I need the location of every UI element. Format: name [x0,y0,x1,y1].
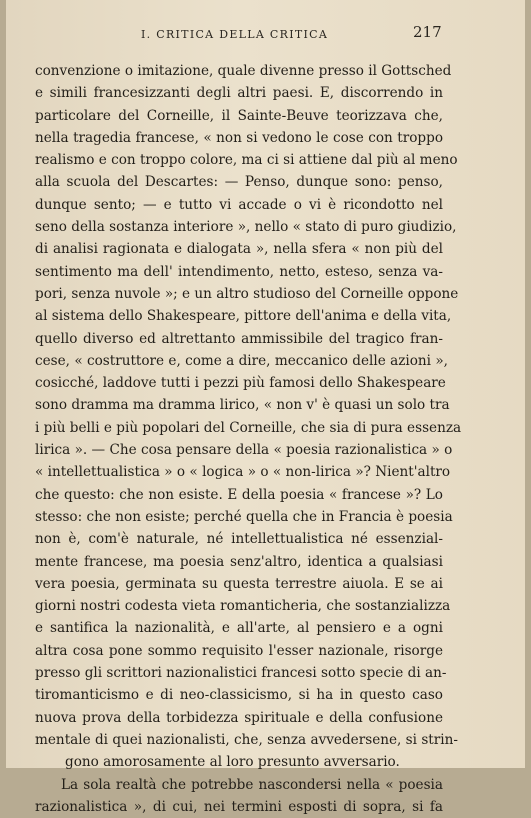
text-line: di analisi ragionata e dialogata », nella sfera « non più del [35,241,443,258]
text-line: vera poesia, germinata su questa terrestre aiuola. E se ai [35,575,443,592]
paragraph-end-line: gono amorosamente al loro presunto avversario. [65,754,400,771]
text-line: seno della sostanza interiore », nello « stato di puro giudizio, [35,219,457,236]
text-line: alla scuola del Descartes: — Penso, dunque sono: penso, [35,174,443,191]
text-line: nuova prova della torbidezza spirituale e della confusione [35,709,443,726]
text-line: non è, com'è naturale, né intellettualistica né essenzial- [35,531,443,548]
running-title: I. CRITICA DELLA CRITICA [141,28,329,41]
text-line: giorni nostri codesta vieta romanticheria, che sostanzializza [35,598,451,615]
page-header [6,22,525,46]
text-line: dunque sento; — e tutto vi accade o vi è ricondotto nel [35,196,443,213]
text-line: i più belli e più popolari del Corneille, che sia di pura essenza [35,419,462,436]
text-line: presso gli scrittori nazionalistici francesi sotto specie di an- [35,665,447,682]
text-line: altra cosa pone sommo requisito l'esser nazionale, risorge [35,642,443,659]
text-line: stesso: che non esiste; perché quella che in Francia è poesia [35,508,453,525]
text-line: pori, senza nuvole »; e un altro studioso del Corneille oppone [35,285,459,302]
text-line: quello diverso ed altrettanto ammissibile del tragico fran- [35,330,443,347]
text-line: cese, « costruttore e, come a dire, meccanico delle azioni », [35,352,448,369]
book-page [6,0,525,815]
text-line: razionalistica », di cui, nei termini esposti di sopra, si fa [35,798,443,815]
body-text [35,60,462,818]
text-line: al sistema dello Shakespeare, pittore dell'anima e della vita, [35,308,452,325]
text-line: realismo e con troppo colore, ma ci si attiene dal più al meno [35,152,458,169]
text-line: sono dramma ma dramma lirico, « non v' è quasi un solo tra [35,397,450,414]
text-line: tiromanticismo e di neo-classicismo, si ha in questo caso [35,687,443,704]
paragraph-start-line: La sola realtà che potrebbe nascondersi nella « poesia [61,776,443,793]
text-line: e simili francesizzanti degli altri paesi. E, discorrendo in [35,85,443,102]
text-line: che questo: che non esiste. E della poesia « francese »? Lo [35,486,443,503]
text-line: lirica ». — Che cosa pensare della « poesia razionalistica » o [35,442,453,459]
page-number: 217 [413,23,442,41]
text-line: « intellettualistica » o « logica » o « non-lirica »? Nient'altro [35,464,451,481]
text-line: cosicché, laddove tutti i pezzi più famosi dello Shakespeare [35,375,446,392]
text-line: sentimento ma dell' intendimento, netto, esteso, senza va- [35,263,443,280]
text-line: mente francese, ma poesia senz'altro, identica a qualsiasi [35,553,443,570]
text-line: nella tragedia francese, « non si vedono le cose con troppo [35,129,443,146]
text-line: mentale di quei nazionalisti, che, senza avvedersene, si strin- [35,731,458,748]
text-line: convenzione o imitazione, quale divenne presso il Gottsched [35,63,452,79]
text-line: particolare del Corneille, il Sainte-Beuve teorizzava che, [35,107,443,124]
text-line: e santifica la nazionalità, e all'arte, al pensiero e a ogni [35,620,443,637]
